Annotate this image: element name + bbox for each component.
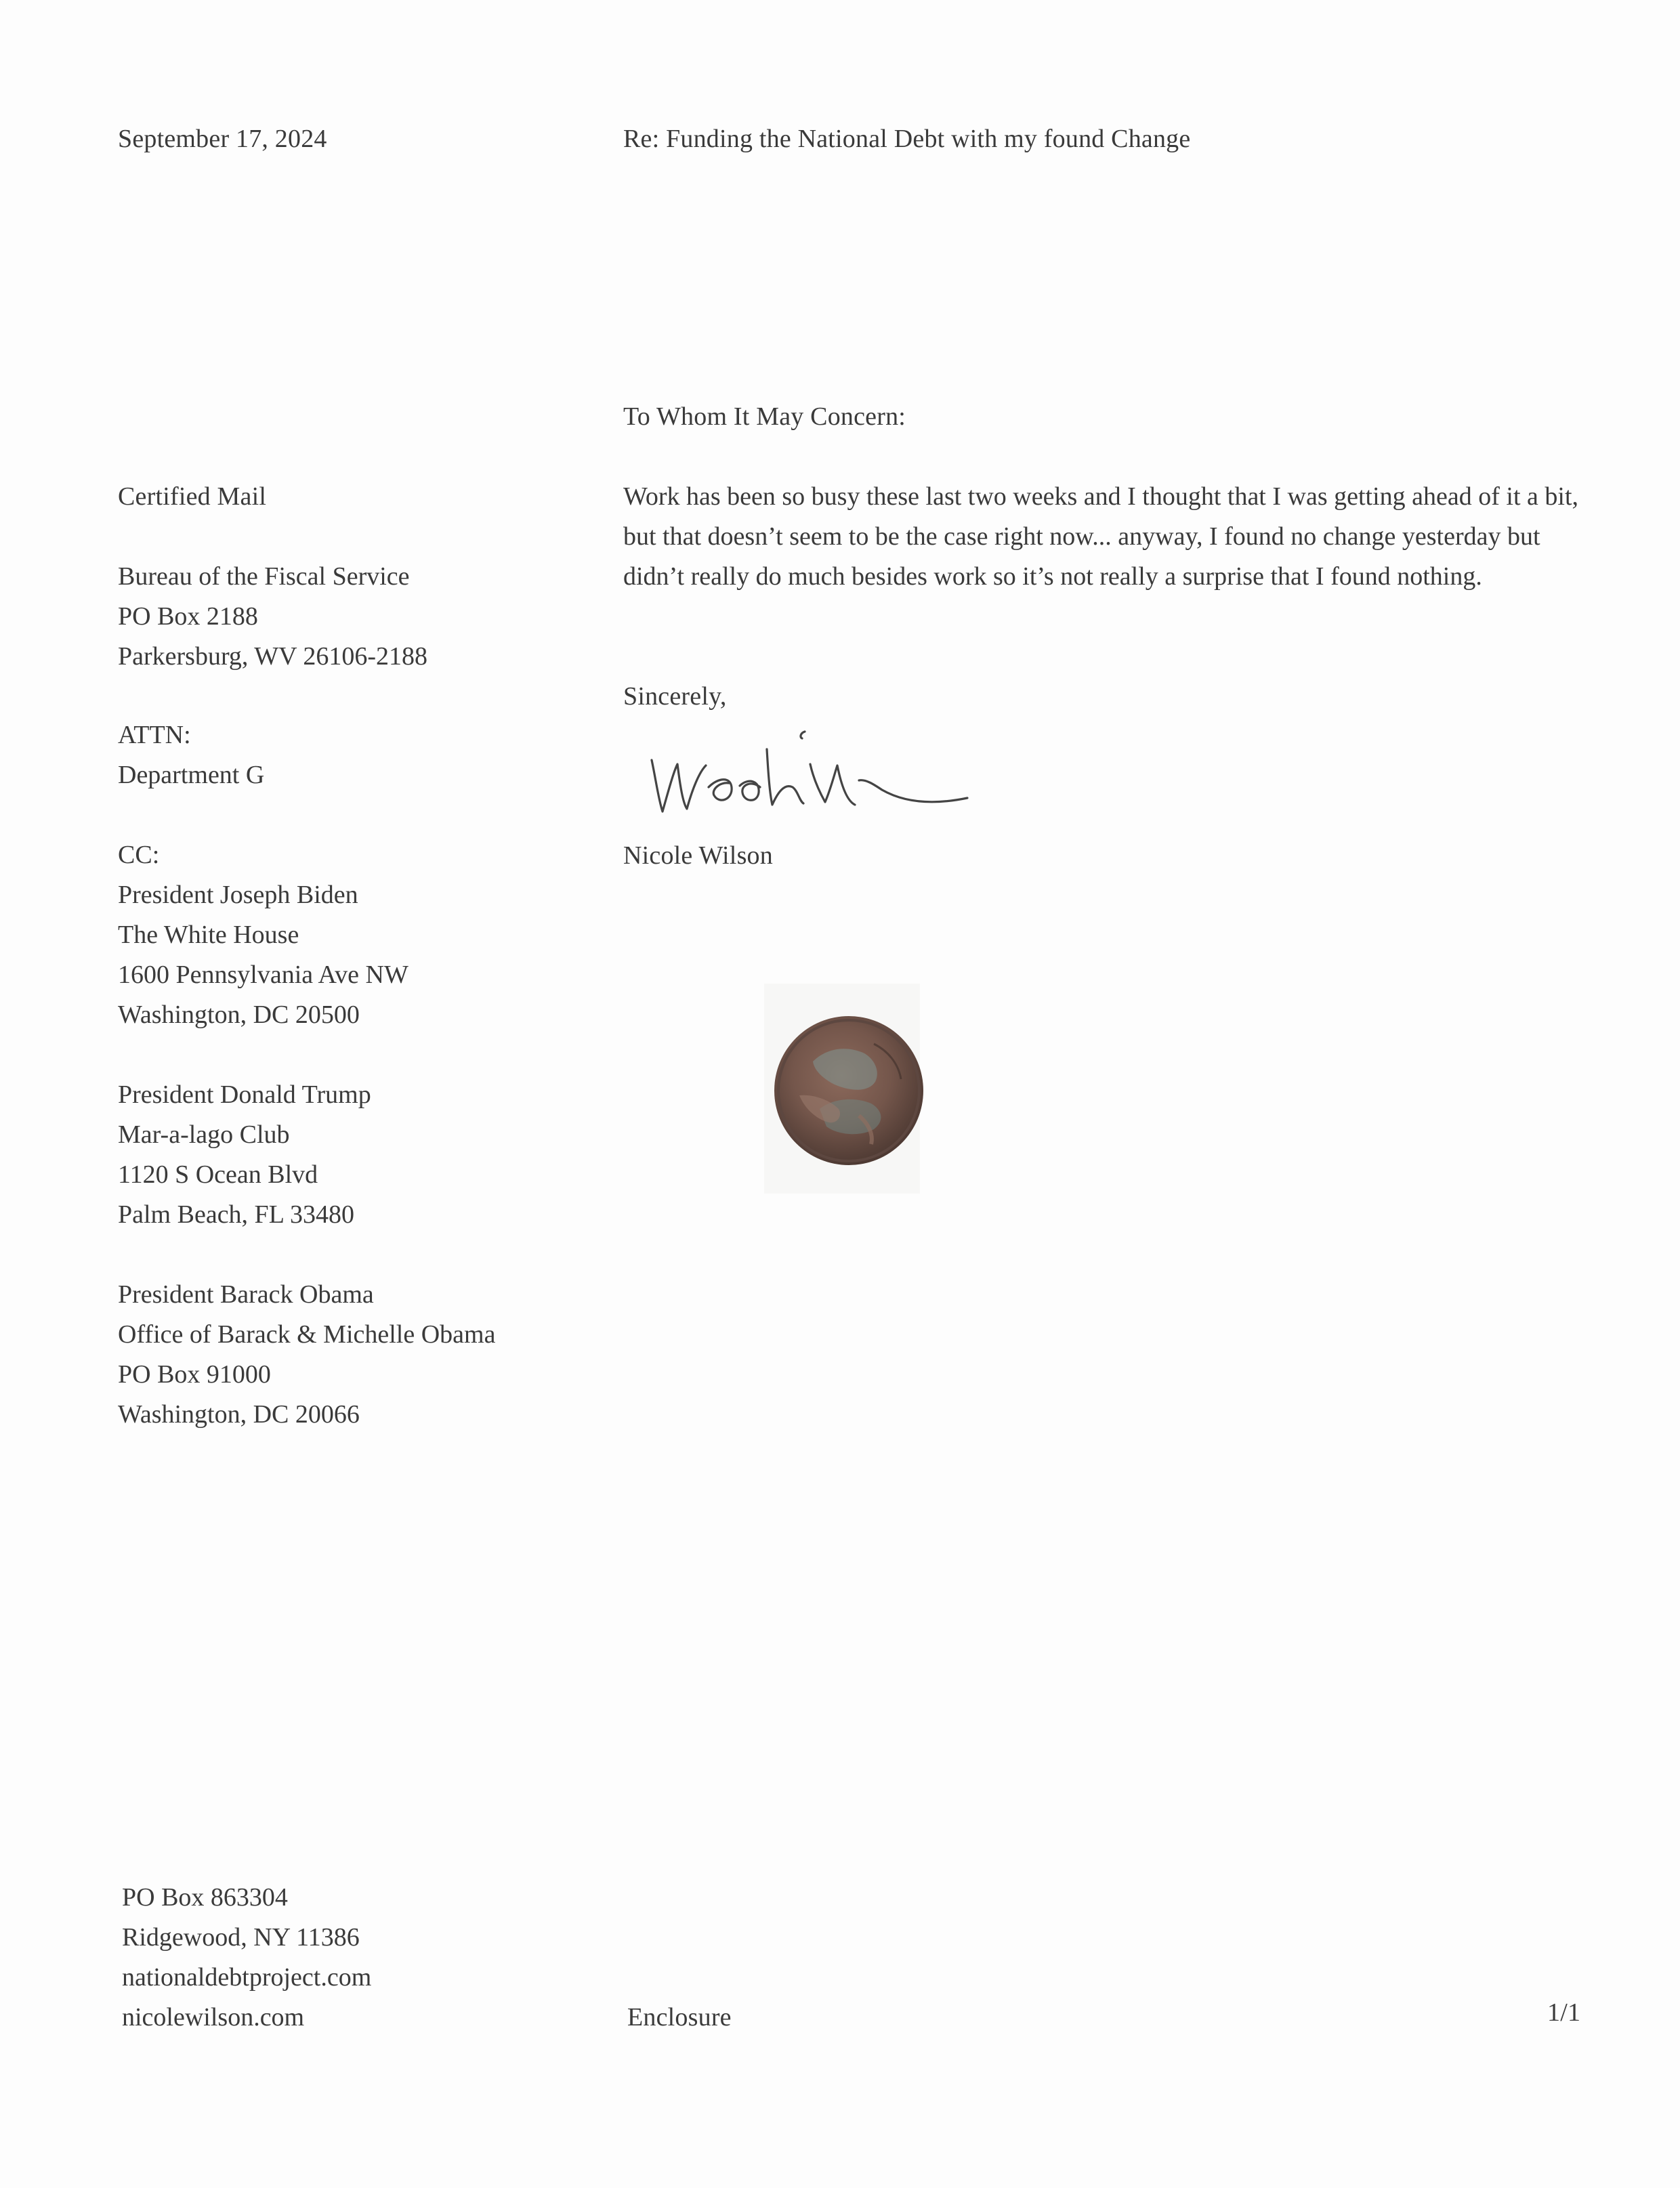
cc-block	[118, 835, 408, 1035]
cc-address-line: PO Box 91000	[118, 1360, 271, 1389]
cc-address-line: President Donald Trump	[118, 1080, 371, 1109]
sender-website: nicolewilson.com	[122, 2003, 305, 2032]
cc-address-line: President Joseph Biden	[118, 881, 358, 909]
cc-address-line: Mar-a-lago Club	[118, 1120, 290, 1149]
address-line: PO Box 2188	[118, 602, 258, 631]
letter-subject: Re: Funding the National Debt with my found Change	[623, 125, 1191, 153]
cc-address-line: President Barack Obama	[118, 1280, 374, 1309]
signature-image	[644, 725, 1009, 833]
letter-date: September 17, 2024	[118, 125, 327, 153]
attn-block	[118, 715, 264, 795]
cc-recipient-trump	[118, 1075, 371, 1235]
cc-address-line: Washington, DC 20500	[118, 1001, 360, 1029]
cc-recipient-obama	[118, 1275, 495, 1435]
salutation: To Whom It May Concern:	[623, 402, 906, 431]
body-paragraph: Work has been so busy these last two weeks and I thought that I was getting ahead of it a bit, but that doesn’t seem to be the case right now... anyway, I found no change yesterday but didn’t really do much besides work so it’s not really a surprise that I found nothing.	[623, 482, 1579, 591]
cc-address-line: The White House	[118, 921, 299, 949]
address-line: Parkersburg, WV 26106-2188	[118, 642, 428, 671]
sender-website: nationaldebtproject.com	[122, 1963, 372, 1992]
attn-label: ATTN:	[118, 721, 191, 749]
sender-line: Ridgewood, NY 11386	[122, 1923, 360, 1952]
sender-line: PO Box 863304	[122, 1883, 288, 1912]
cc-label: CC:	[118, 841, 160, 869]
attn-value: Department G	[118, 761, 265, 789]
mail-type: Certified Mail	[118, 482, 267, 511]
recipient-address	[118, 557, 427, 677]
closing: Sincerely,	[623, 682, 727, 711]
address-line: Bureau of the Fiscal Service	[118, 562, 410, 591]
coin-image	[772, 1014, 925, 1167]
cc-address-line: 1120 S Ocean Blvd	[118, 1160, 318, 1189]
signature-name: Nicole Wilson	[623, 841, 773, 870]
cc-address-line: Washington, DC 20066	[118, 1400, 360, 1429]
cc-address-line: Office of Barack & Michelle Obama	[118, 1320, 496, 1349]
enclosure-note: Enclosure	[627, 2003, 732, 2032]
cc-address-line: Palm Beach, FL 33480	[118, 1200, 354, 1229]
page-number: 1/1	[1547, 1998, 1581, 2027]
cc-address-line: 1600 Pennsylvania Ave NW	[118, 961, 408, 989]
sender-address	[122, 1878, 371, 2038]
